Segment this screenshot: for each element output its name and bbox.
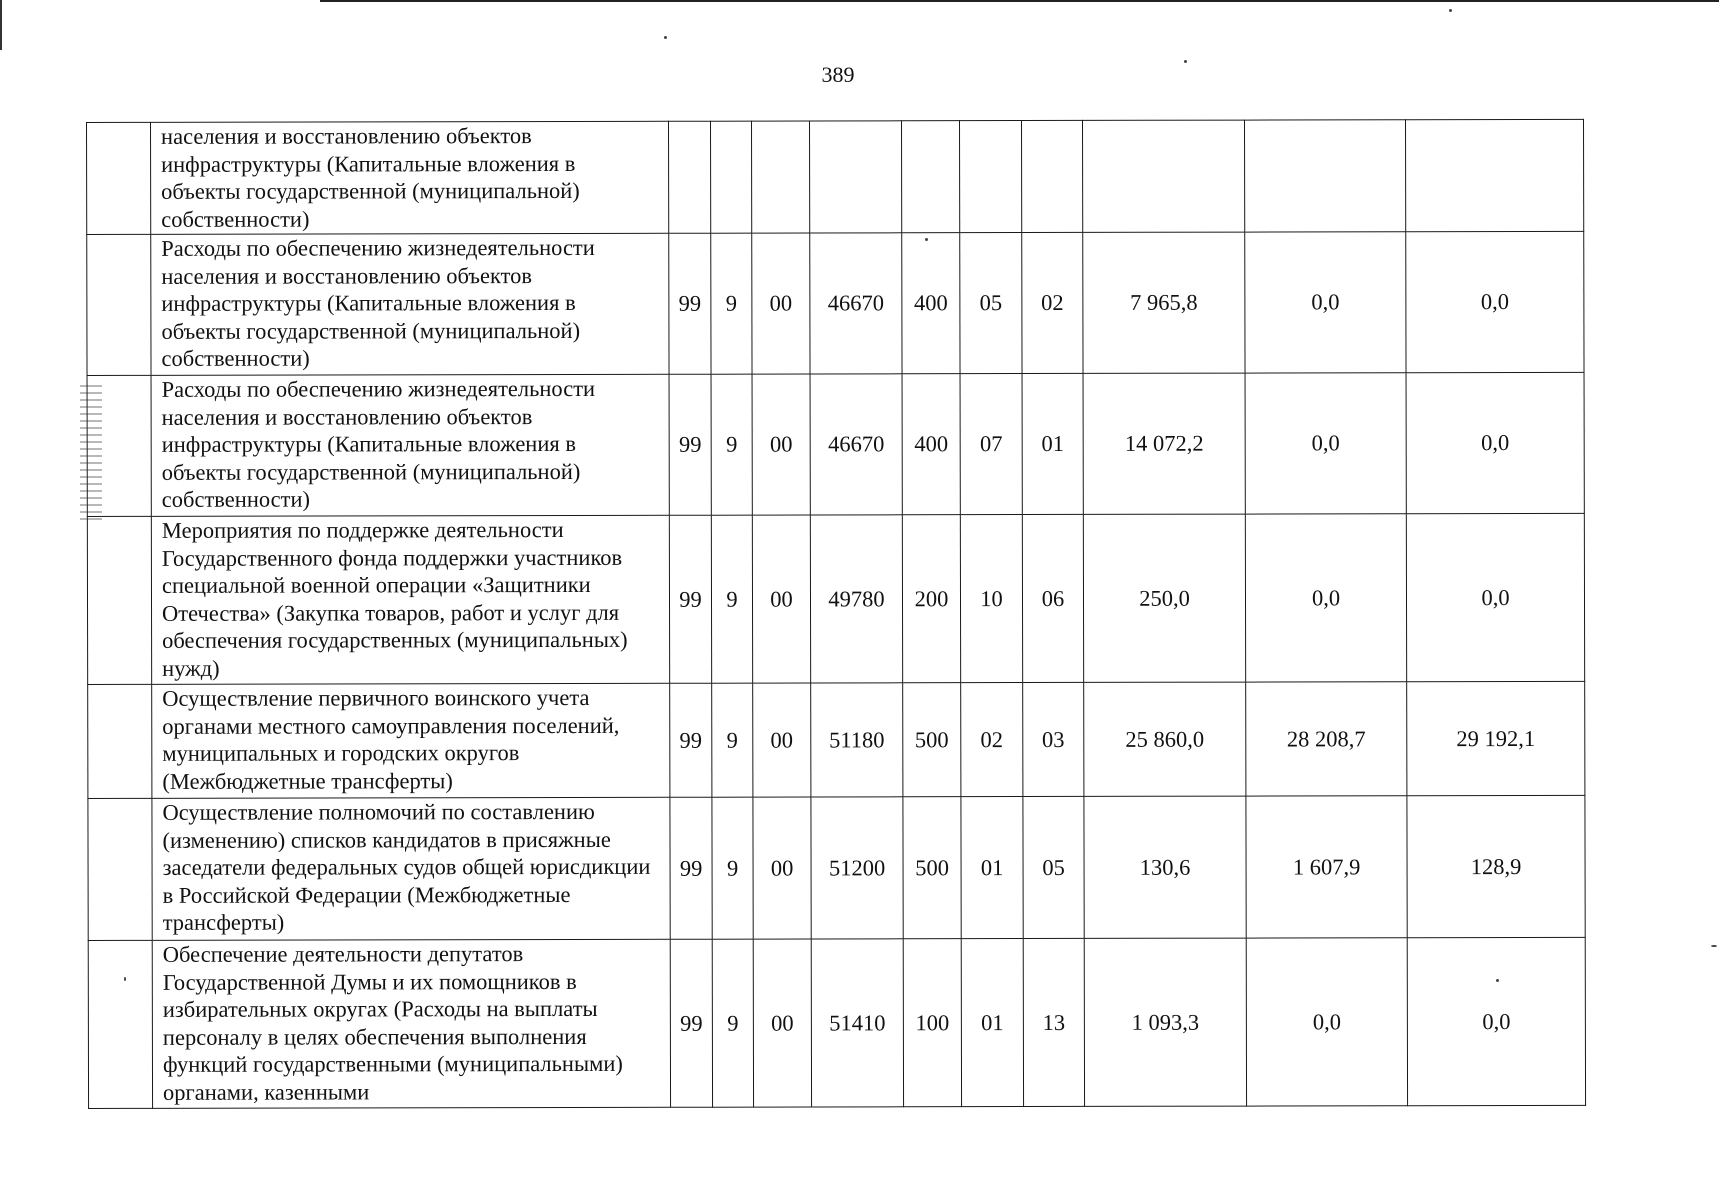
amount-year1-cell: 25 860,0 <box>1084 682 1246 796</box>
amount-year1-cell: 7 965,8 <box>1083 232 1245 373</box>
expense-type-cell: 400 <box>902 233 960 374</box>
code-program-cell <box>668 121 710 233</box>
code-program-cell: 99 <box>670 797 712 939</box>
left-edge-rule <box>0 0 2 50</box>
code-expense-cell: 51410 <box>811 939 903 1107</box>
subsection-cell: 05 <box>1023 796 1084 938</box>
table-body <box>87 119 1586 1108</box>
amount-year1-cell: 250,0 <box>1083 514 1245 682</box>
table-row <box>87 372 1584 516</box>
code-direction-cell: 00 <box>752 515 810 683</box>
subsection-cell <box>1021 120 1082 232</box>
row-number-cell <box>87 516 151 684</box>
code-program-cell: 99 <box>670 939 712 1107</box>
code-subprogram-cell: 9 <box>712 797 753 939</box>
table-row <box>87 231 1584 375</box>
code-expense-cell: 51180 <box>811 683 903 797</box>
section-cell: 05 <box>960 233 1022 374</box>
expense-type-cell: 500 <box>903 683 961 797</box>
table-row <box>87 513 1584 684</box>
code-subprogram-cell: 9 <box>711 515 752 683</box>
amount-year1-cell <box>1082 120 1244 232</box>
table-row <box>87 119 1584 234</box>
description-cell: Осуществление первичного воинского учета органами местного самоуправления поселений, муниципальных и городских округов (Межбюджетные трансферты) <box>152 683 670 798</box>
page-number: 389 <box>821 62 855 87</box>
description-cell: Расходы по обеспечению жизнедеятельности населения и восстановлению объектов инфраструктуры (Капитальные вложения в объекты государственной (муниципальной) собственности) <box>151 233 669 375</box>
code-expense-cell: 49780 <box>810 515 902 683</box>
code-program-cell: 99 <box>670 683 712 797</box>
amount-year3-cell: 128,9 <box>1407 795 1585 937</box>
code-direction-cell: 00 <box>753 797 811 939</box>
description-cell: Обеспечение деятельности депутатов Государственной Думы и их помощников в избирательных округах (Расходы на выплаты персоналу в целях обеспечения выполнения функций государственными (муниципальными) органами, казенными <box>152 939 670 1108</box>
amount-year2-cell: 28 208,7 <box>1246 682 1407 796</box>
amount-year3-cell: 29 192,1 <box>1407 681 1585 795</box>
description-cell: Мероприятия по поддержке деятельности Государственного фонда поддержки участников специальной военной операции «Защитники Отечества» (Закупка товаров, работ и услуг для обеспечения государственных (муниципальных) нужд) <box>151 515 669 684</box>
section-cell: 01 <box>961 939 1023 1107</box>
description-cell: Расходы по обеспечению жизнедеятельности населения и восстановлению объектов инфраструктуры (Капитальные вложения в объекты государственной (муниципальной) собственности) <box>151 374 669 516</box>
code-direction-cell: 00 <box>753 939 811 1107</box>
expense-type-cell: 100 <box>903 939 961 1107</box>
expense-type-cell: 400 <box>902 374 960 515</box>
top-edge-rule <box>320 0 1719 2</box>
subsection-cell: 01 <box>1022 373 1083 514</box>
subsection-cell: 13 <box>1023 938 1084 1106</box>
amount-year3-cell: 0,0 <box>1406 231 1584 372</box>
expense-type-cell <box>901 121 959 233</box>
table-row <box>88 937 1585 1108</box>
code-program-cell: 99 <box>669 374 711 515</box>
amount-year2-cell: 1 607,9 <box>1246 796 1407 938</box>
section-cell <box>959 121 1021 233</box>
expense-type-cell: 500 <box>903 797 961 939</box>
row-number-cell <box>87 234 151 375</box>
code-direction-cell: 00 <box>752 233 810 374</box>
code-subprogram-cell: 9 <box>712 939 753 1107</box>
section-cell: 01 <box>961 797 1023 939</box>
code-program-cell: 99 <box>669 233 711 374</box>
code-expense-cell <box>809 121 901 233</box>
code-expense-cell: 46670 <box>810 374 902 515</box>
code-subprogram-cell: 9 <box>712 683 753 797</box>
row-number-cell <box>88 684 152 798</box>
section-cell: 02 <box>961 683 1023 797</box>
amount-year1-cell: 130,6 <box>1084 796 1246 938</box>
subsection-cell: 02 <box>1022 232 1083 373</box>
row-number-cell <box>88 798 152 940</box>
code-subprogram-cell <box>710 121 751 233</box>
expense-type-cell: 200 <box>902 515 960 683</box>
amount-year3-cell: 0,0 <box>1407 937 1585 1105</box>
table-row <box>88 795 1585 940</box>
amount-year3-cell: 0,0 <box>1406 372 1584 513</box>
code-subprogram-cell: 9 <box>711 374 752 515</box>
amount-year2-cell: 0,0 <box>1245 373 1406 514</box>
section-cell: 10 <box>960 515 1022 683</box>
table-row <box>88 681 1585 798</box>
code-direction-cell: 00 <box>752 374 810 515</box>
amount-year2-cell <box>1244 120 1405 232</box>
amount-year3-cell <box>1405 119 1583 231</box>
subsection-cell: 06 <box>1022 514 1083 682</box>
amount-year1-cell: 1 093,3 <box>1084 938 1246 1106</box>
amount-year1-cell: 14 072,2 <box>1083 373 1245 514</box>
code-expense-cell: 46670 <box>810 233 902 374</box>
row-number-cell <box>88 940 152 1108</box>
amount-year2-cell: 0,0 <box>1245 514 1406 682</box>
amount-year2-cell: 0,0 <box>1245 232 1406 373</box>
amount-year2-cell: 0,0 <box>1246 938 1407 1106</box>
budget-table <box>86 119 1586 1109</box>
amount-year3-cell: 0,0 <box>1406 513 1584 681</box>
code-subprogram-cell: 9 <box>711 233 752 374</box>
description-cell: Осуществление полномочий по составлению (изменению) списков кандидатов в присяжные заседатели федеральных судов общей юрисдикции в Российской Федерации (Межбюджетные трансферты) <box>152 797 670 940</box>
code-direction-cell: 00 <box>753 683 811 797</box>
code-direction-cell <box>751 121 809 233</box>
code-program-cell: 99 <box>669 515 711 683</box>
row-number-cell <box>87 122 151 234</box>
scan-artifact <box>80 385 102 525</box>
description-cell: населения и восстановлению объектов инфраструктуры (Капитальные вложения в объекты государственной (муниципальной) собственности) <box>151 121 669 234</box>
section-cell: 07 <box>960 374 1022 515</box>
subsection-cell: 03 <box>1023 682 1084 796</box>
code-expense-cell: 51200 <box>811 797 903 939</box>
